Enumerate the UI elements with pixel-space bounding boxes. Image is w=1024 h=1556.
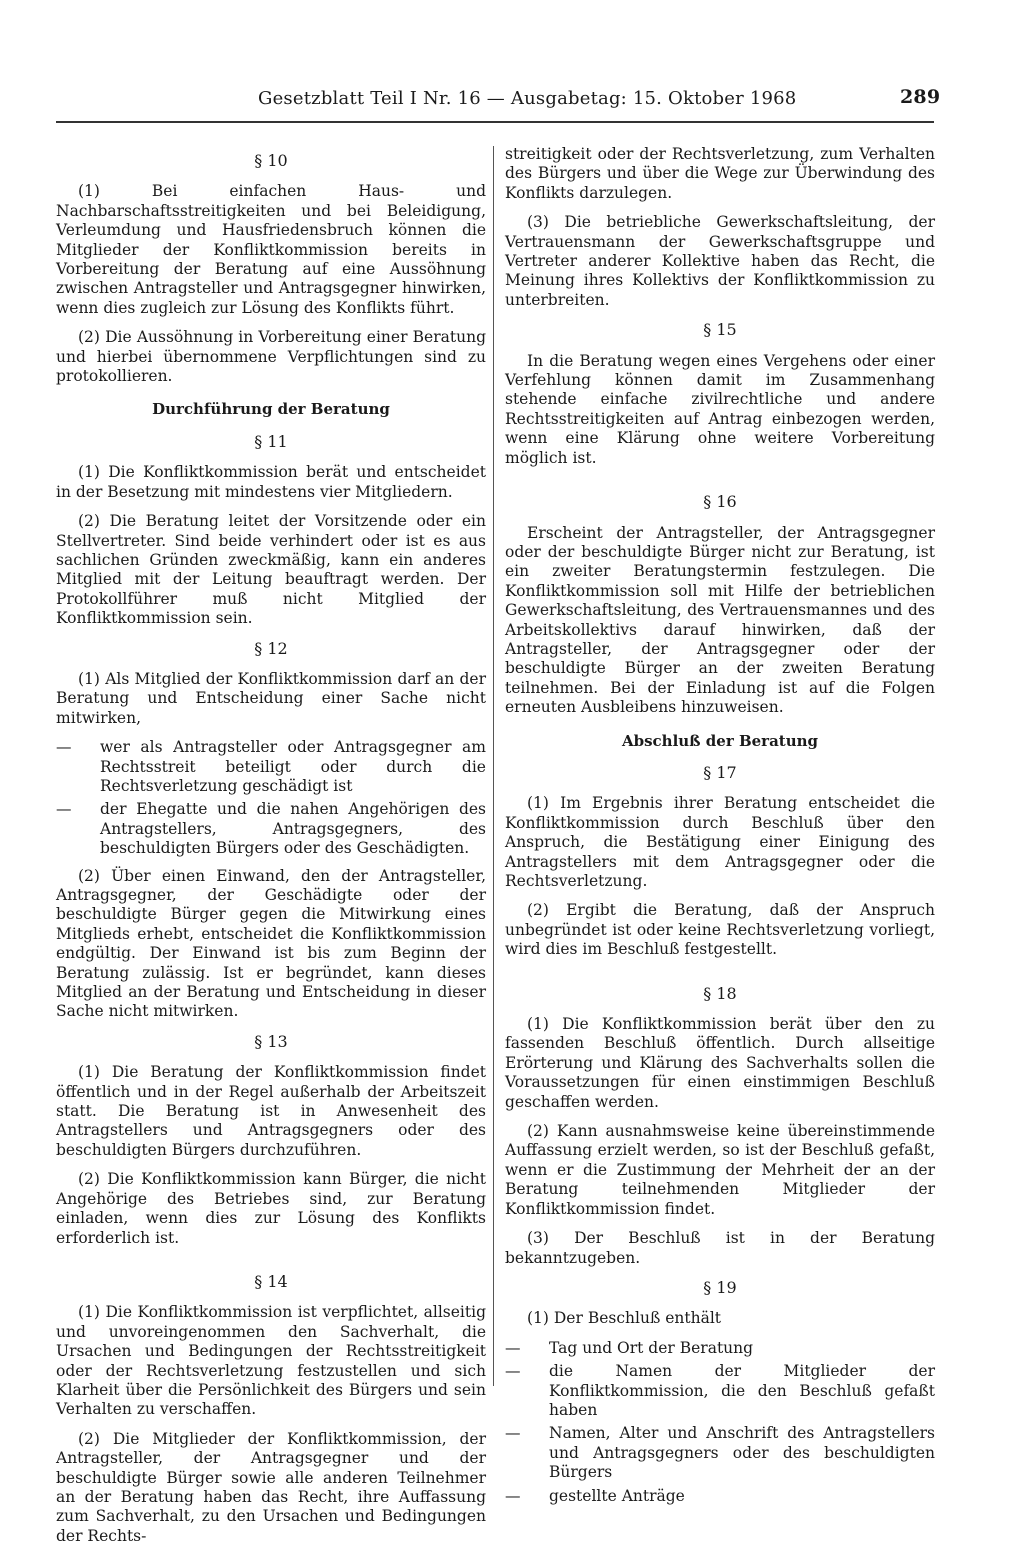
paragraph: (2) Über einen Einwand, den der Antragsteller, Antragsgegner, der Geschädigte oder der beschuldigte Bürger gegen die Mitwirkung eines Mitglieds erhebt, entscheidet die Konfliktkommission endgültig. Der Einwand ist bis zum Beginn der Beratung zulässig. Ist er begründet, kann dieses Mitglied an der Beratung und Entscheidung in dieser Sache nicht mitwirken.: [56, 866, 486, 1021]
paragraph: In die Beratung wegen eines Vergehens oder einer Verfehlung können damit im Zusammenhang stehende einfache zivilrechtliche und andere Rechtsstreitigkeiten auf Antrag einbezogen werden, wenn eine Klärung ohne weitere Vorbereitung möglich ist.: [505, 351, 935, 467]
list-item: [56, 738, 486, 796]
section-title-19: § 19: [703, 1277, 737, 1297]
page-number: 289: [900, 86, 941, 108]
header-rule: [56, 121, 934, 123]
paragraph: (1) Die Beratung der Konfliktkommission findet öffentlich und in der Regel außerhalb der Arbeitszeit statt. Die Beratung ist in Anwesenheit des Antragstellers und Antragsgegners oder des beschuldigten Bürgers durchzuführen.: [56, 1063, 486, 1159]
list-item: [56, 800, 486, 858]
paragraph: (1) Als Mitglied der Konfliktkommission darf an der Beratung und Entscheidung einer Sache nicht mitwirken,: [56, 669, 486, 727]
column-divider: [493, 146, 494, 1386]
heading-durchfuehrung: Durchführung der Beratung: [152, 400, 390, 419]
paragraph: (1) Die Konfliktkommission ist verpflichtet, allseitig und unvoreingenommen den Sachverhalt, die Ursachen und Bedingungen der Rechtsstreitigkeit oder der Rechtsverletzung festzustellen und sich Klarheit über die Persönlichkeit des Bürgers und sein Verhalten zu verschaffen.: [56, 1303, 486, 1419]
exclusion-list: [56, 738, 486, 858]
paragraph: (3) Der Beschluß ist in der Beratung bekanntzugeben.: [505, 1229, 935, 1267]
paragraph: Erscheint der Antragsteller, der Antragsgegner oder der beschuldigte Bürger nicht zur Beratung, ist ein zweiter Beratungstermin festzulegen. Die Konfliktkommission soll mit Hilfe der betrieblichen Gewerkschaftsleitung, des Vertrauensmannes und des Arbeitskollektivs darauf hinwirken, daß der Antragsteller, der Antragsgegner oder der beschuldigte Bürger an der zweiten Beratung teilnehmen. Bei der Einladung ist auf die Folgen erneuten Ausbleibens hinzuweisen.: [505, 523, 935, 717]
list-item: [505, 1424, 935, 1482]
dash-marker: —: [56, 800, 72, 819]
section-title-17: § 17: [703, 762, 737, 782]
list-item: [505, 1487, 935, 1506]
section-title-14: § 14: [254, 1271, 288, 1291]
paragraph: (2) Die Aussöhnung in Vorbereitung einer Beratung und hierbei übernommene Verpflichtungen sind zu protokollieren.: [56, 328, 486, 386]
paragraph: (1) Im Ergebnis ihrer Beratung entscheidet die Konfliktkommission durch Beschluß über den Anspruch, die Bestätigung einer Einigung des Antragstellers mit dem Antragsgegner oder die Rechtsverletzung.: [505, 794, 935, 890]
section-title-18: § 18: [703, 983, 737, 1003]
paragraph: (2) Die Beratung leitet der Vorsitzende oder ein Stellvertreter. Sind beide verhindert oder ist es aus sachlichen Gründen zweckmäßig, kann ein anderes Mitglied mit der Leitung beauftragt werden. Der Protokollführer muß nicht Mitglied der Konfliktkommission sein.: [56, 512, 486, 628]
section-title-11: § 11: [254, 431, 288, 451]
section-title-10: § 10: [254, 151, 288, 170]
heading-abschluss: Abschluß der Beratung: [621, 731, 819, 750]
dash-marker: —: [56, 738, 72, 757]
paragraph: (2) Kann ausnahmsweise keine übereinstimmende Auffassung erzielt werden, so ist der Beschluß gefaßt, wenn er die Zustimmung der Mehrheit der an der Beratung teilnehmenden Mitglieder der Konfliktkommission findet.: [505, 1122, 935, 1218]
paragraph: (2) Die Mitglieder der Konfliktkommission, der Antragsteller, der Antragsgegner und der beschuldigte Bürger sowie alle anderen Teilnehmer an der Beratung haben das Recht, ihre Auffassung zum Sachverhalt, zu den Ursachen und Bedingungen der Rechts-: [56, 1429, 486, 1545]
list-item-text: Tag und Ort der Beratung: [549, 1338, 754, 1357]
section-title-13: § 13: [254, 1031, 288, 1051]
dash-marker: —: [505, 1424, 521, 1443]
list-item-text: wer als Antragsteller oder Antragsgegner am Rechtsstreit beteiligt oder durch die Rechtsverletzung geschädigt ist: [100, 738, 486, 795]
section-title-15: § 15: [703, 320, 737, 340]
paragraph: (1) Die Konfliktkommission berät über den zu fassenden Beschluß öffentlich. Durch allseitige Erörterung und Klärung des Sachverhalts sollen die Voraussetzungen für einen einstimmigen Beschluß geschaffen werden.: [505, 1015, 935, 1111]
left-column: [56, 145, 486, 1556]
dash-marker: —: [505, 1362, 521, 1381]
paragraph: (1) Die Konfliktkommission berät und entscheidet in der Besetzung mit mindestens vier Mitgliedern.: [56, 463, 486, 501]
decision-contents-list: [505, 1339, 935, 1506]
paragraph-continuation: streitigkeit oder der Rechtsverletzung, zum Verhalten des Bürgers und über die Wege zur Überwindung des Konflikts darzulegen.: [505, 145, 935, 202]
paragraph: (2) Ergibt die Beratung, daß der Anspruch unbegründet ist oder keine Rechtsverletzung vorliegt, wird dies im Beschluß festgestellt.: [505, 901, 935, 959]
list-item-text: gestellte Anträge: [549, 1486, 685, 1505]
dash-marker: —: [505, 1338, 521, 1357]
paragraph: (1) Der Beschluß enthält: [527, 1309, 722, 1328]
paragraph: (1) Bei einfachen Haus- und Nachbarschaftsstreitigkeiten und bei Beleidigung, Verleumdung und Hausfriedensbruch können die Mitglieder der Konfliktkommission bereits in Vorbereitung der Beratung auf eine Aussöhnung zwischen Antragsteller und Antragsgegner hinwirken, wenn dies zugleich zur Lösung des Konflikts führt.: [56, 182, 486, 317]
right-column: [505, 145, 935, 1514]
list-item: [505, 1362, 935, 1420]
list-item: [505, 1339, 935, 1358]
paragraph: (3) Die betriebliche Gewerkschaftsleitung, der Vertrauensmann der Gewerkschaftsgruppe und Vertreter anderer Kollektive haben das Recht, die Meinung ihres Kollektivs der Konfliktkommission zu unterbreiten.: [505, 213, 935, 309]
list-item-text: Namen, Alter und Anschrift des Antragstellers und Antragsgegners oder des beschuldigten Bürgers: [549, 1424, 935, 1482]
dash-marker: —: [505, 1486, 521, 1505]
paragraph: (2) Die Konfliktkommission kann Bürger, die nicht Angehörige des Betriebes sind, zur Beratung einladen, wenn dies zur Lösung des Konflikts erforderlich ist.: [56, 1170, 486, 1247]
section-title-12: § 12: [254, 638, 288, 658]
page-header: [0, 86, 1024, 116]
section-title-16: § 16: [703, 492, 737, 512]
list-item-text: der Ehegatte und die nahen Angehörigen des Antragstellers, Antragsgegners, des beschuldigten Bürgers oder des Geschädigten.: [100, 800, 486, 858]
list-item-text: die Namen der Mitglieder der Konfliktkommission, die den Beschluß gefaßt haben: [549, 1362, 935, 1419]
header-title: Gesetzblatt Teil I Nr. 16 — Ausgabetag: 15. Oktober 1968: [258, 88, 797, 109]
